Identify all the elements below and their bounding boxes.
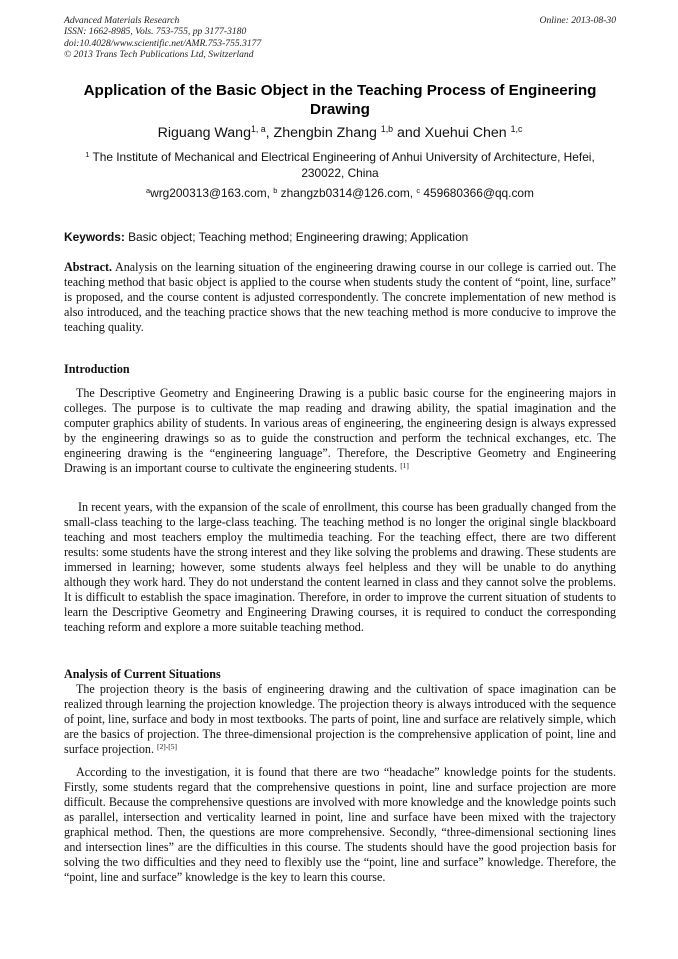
online-date: Online: 2013-08-30 xyxy=(539,15,616,26)
introduction-paragraph-2: In recent years, with the expansion of the scale of enrollment, this course has been gradually changed from the small-class teaching to the large-class teaching. The teaching method is no longer the original single blackboard teaching and most teachers employ the multimedia teaching. For the teaching effect, there are two different results: some students have the strong interest and they like solving the problems and drawing. These students are immersed in learning; however, some students always feel helpless and they will be unable to do anything although they work hard. They do not understand the content learned in class and they cannot solve the problems. It is difficult to establish the space imagination. Therefore, in order to improve the current situation of students to learn the Descriptive Geometry and Engineering Drawing courses, it is required to conduct the corresponding teaching reform and explore a more suitable teaching method. xyxy=(64,500,616,635)
email-list xyxy=(64,185,616,201)
paper-title: Application of the Basic Object in the Teaching Process of Engineering Drawing xyxy=(83,82,597,118)
affiliation-text: The Institute of Mechanical and Electrical Engineering of Anhui University of Architecture, Hefei, 230022, China xyxy=(92,150,595,180)
paragraph-text: The projection theory is the basis of engineering drawing and the cultivation of space imagination can be realized through learning the projection knowledge. The projection theory is always introduced with the sequence of point, line, surface and body in most textbooks. The parts of point, line and surface are relatively simple, which are the basics of projection. The three-dimensional projection is the comprehensive application of point, line and surface projection. xyxy=(64,682,616,757)
journal-name: Advanced Materials Research xyxy=(64,15,180,26)
paragraph-text: The Descriptive Geometry and Engineering Drawing is a public basic course for the engineering majors in colleges. The purpose is to cultivate the map reading and drawing ability, the spatial imagination and the computer graphics ability of students. In various areas of engineering, the engineering design is always expressed by the engineering drawings so as to guide the construction and perform the technical exchanges, etc. The engineering drawing is the “engineering language”. Therefore, the Descriptive Geometry and Engineering Drawing is an important course to cultivate the engineering students. xyxy=(64,386,616,476)
email-address: zhangzb0314@126.com, xyxy=(277,186,417,200)
analysis-paragraph-1 xyxy=(64,682,616,757)
author-superscript: 1,b xyxy=(380,124,394,135)
email-address: 459680366@qq.com xyxy=(420,186,534,200)
analysis-paragraph-2: According to the investigation, it is found that there are two “headache” knowledge points for the students. Firstly, some students regard that the comprehensive questions in point, line and surface projection are more difficult. Because the comprehensive questions are involved with more knowledge and the knowledge points such as parallel, intersection and verticality learned in point, line and surface have been mixed with the trajectory graphical method. Then, the questions are more comprehensive. Secondly, “three-dimensional sectioning lines and intersection lines” are the difficulties in this course. The students should have the good projection basis for solving the two difficulties and they need to flexibly use the “point, line and surface” knowledge. Therefore, the “point, line and surface” knowledge is the key to learn this course. xyxy=(64,765,616,885)
email-superscript: c xyxy=(416,185,421,195)
keywords-text: Basic object; Teaching method; Engineering drawing; Application xyxy=(124,230,469,244)
affiliation-superscript: 1 xyxy=(85,149,90,159)
copyright-line: © 2013 Trans Tech Publications Ltd, Switzerland xyxy=(64,49,254,61)
issn-line: ISSN: 1662-8985, Vols. 753-755, pp 3177-3180 xyxy=(64,26,247,38)
author-superscript: 1,c xyxy=(510,124,523,135)
email-superscript: b xyxy=(273,185,278,195)
doi-line: doi:10.4028/www.scientific.net/AMR.753-755.3177 xyxy=(64,37,262,49)
author-separator: and xyxy=(393,125,425,141)
author-name: Zhengbin Zhang xyxy=(273,125,381,141)
affiliation xyxy=(64,149,616,181)
section-heading-analysis: Analysis of Current Situations xyxy=(64,667,221,681)
keywords-label: Keywords: xyxy=(64,230,125,244)
email-superscript: a xyxy=(146,185,151,195)
section-heading-introduction: Introduction xyxy=(64,362,130,376)
author-name: Xuehui Chen xyxy=(424,125,511,141)
abstract xyxy=(64,260,616,335)
journal-header xyxy=(64,15,616,61)
author-name: Riguang Wang xyxy=(157,125,251,141)
email-address: wrg200313@163.com, xyxy=(150,186,274,200)
introduction-paragraph-1 xyxy=(64,386,616,476)
abstract-text: Analysis on the learning situation of the engineering drawing course in our college is carried out. The teaching method that basic object is applied to the course when students study the content of “point, line, surface” is proposed, and the course content is adjusted correspondently. The concrete implementation of new method is also introduced, and the teaching practice shows that the new teaching method is more conducive to improve the teaching quality. xyxy=(64,260,616,335)
citation-reference: [2]-[5] xyxy=(157,742,178,752)
keywords xyxy=(64,229,616,245)
author-list xyxy=(64,124,616,142)
citation-reference: [1] xyxy=(400,461,409,471)
author-separator: , xyxy=(265,125,274,141)
author-superscript: 1, a xyxy=(250,124,266,135)
abstract-label: Abstract. xyxy=(64,260,113,274)
